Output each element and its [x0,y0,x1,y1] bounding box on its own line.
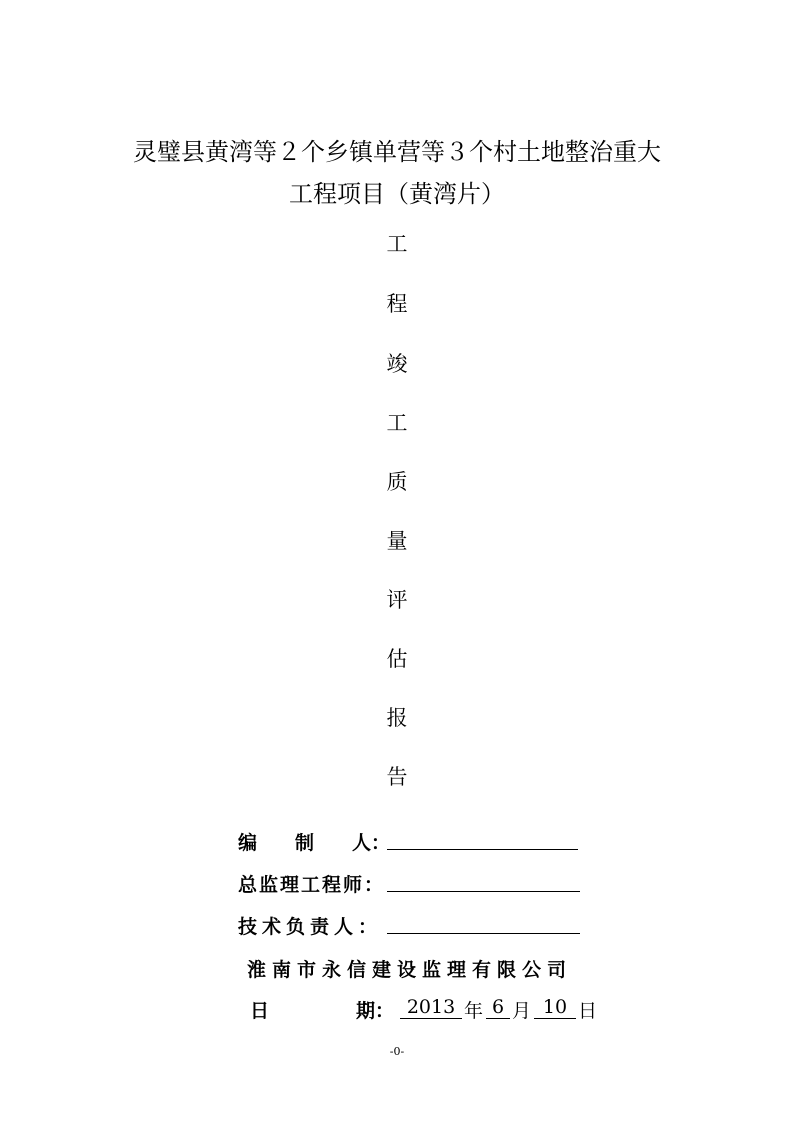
date-year: 2013 [400,996,462,1019]
date-label-day: 日 [250,1000,270,1022]
vertical-char: 告 [386,765,408,789]
report-title-line2: 工程项目（黄湾片） [289,180,505,208]
vertical-char: 评 [386,588,408,612]
report-title-line1: 灵璧县黄湾等２个乡镇单营等３个村土地整治重大 [133,138,661,166]
vertical-char: 报 [386,706,408,730]
chief-engineer-signature-line [387,891,580,892]
tech-lead-signature-line [387,933,580,934]
chief-engineer-label: 总监理工程师： [238,874,386,896]
vertical-char: 量 [386,529,408,553]
compiler-signature-line [387,849,578,850]
date-day: 10 [534,996,576,1019]
date-year-unit: 年 [464,1000,484,1022]
page-number: -0- [389,1045,405,1058]
vertical-char: 估 [386,647,408,671]
vertical-char: 工 [386,411,408,435]
company-name: 淮南市永信建设监理有限公司 [247,959,573,981]
date-label-period: 期： [356,1000,395,1022]
tech-lead-label: 技术负责人： [238,916,383,938]
date-day-unit: 日 [578,1000,598,1022]
vertical-char: 竣 [386,352,408,376]
date-month-unit: 月 [512,1000,532,1022]
vertical-char: 质 [386,470,408,494]
compiler-label: 编 制 人： [238,832,391,854]
vertical-char: 工 [386,232,408,256]
vertical-char: 程 [386,292,408,316]
date-month: 6 [486,996,510,1019]
